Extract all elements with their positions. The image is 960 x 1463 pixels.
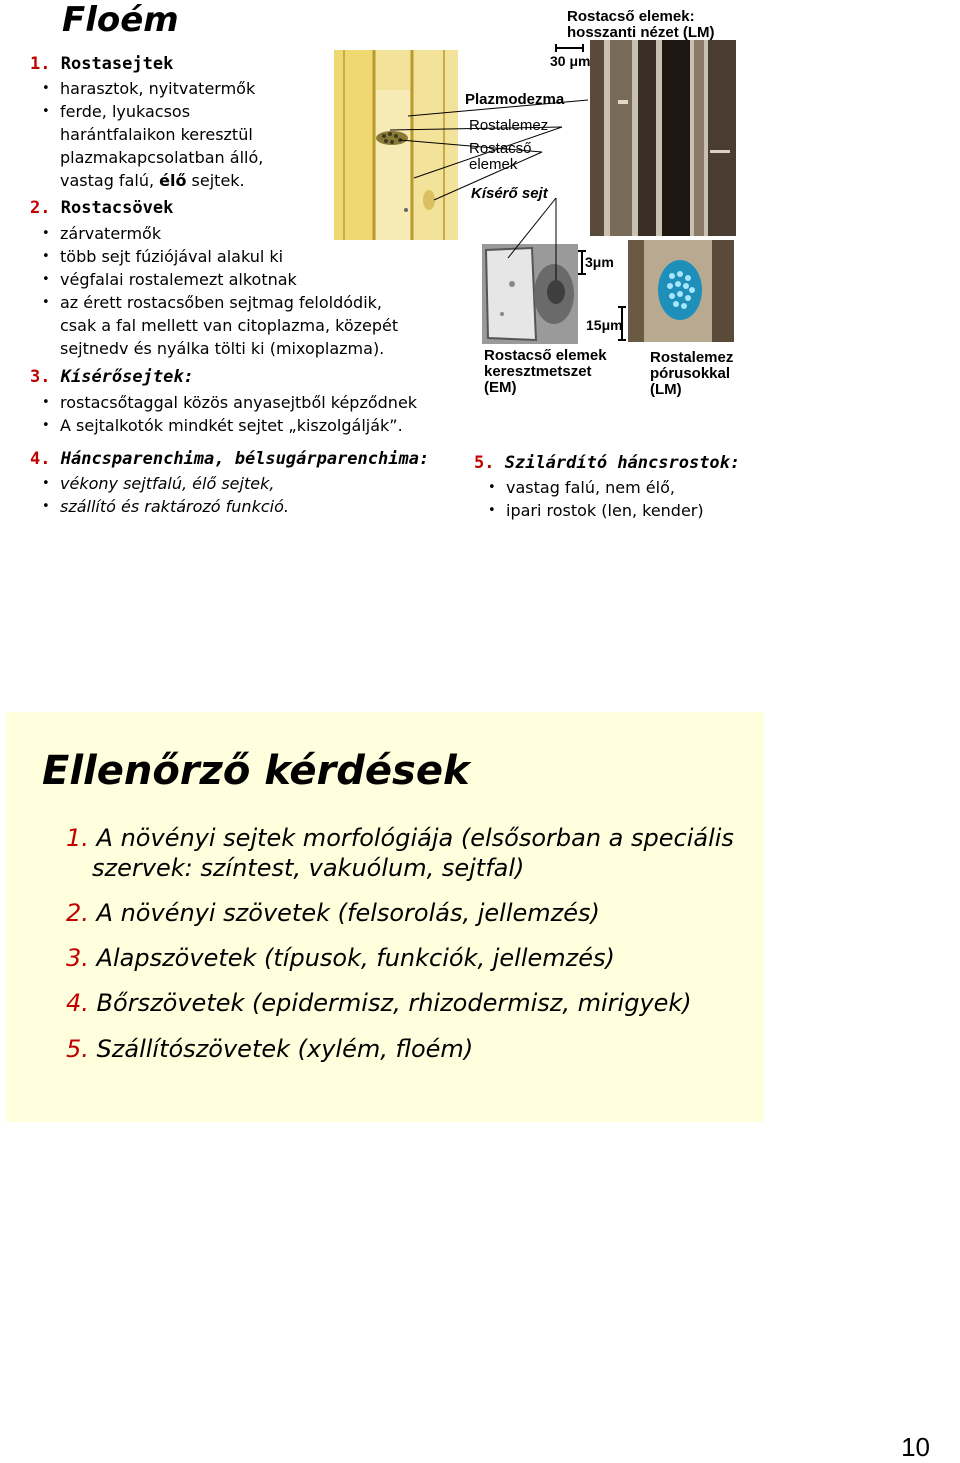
section-2-continuation: sejtnedv és nyálka tölti ki (mixoplazma). <box>60 339 385 358</box>
section-4-item: • vékony sejtfalú, élő sejtek, <box>38 472 458 495</box>
section-3-heading <box>30 367 194 387</box>
section-4-title: Háncsparenchima, bélsugárparenchima: <box>60 449 430 469</box>
label-rostacso-1: Rostacső <box>469 140 532 157</box>
section-1-continuation: harántfalaikon keresztül <box>60 125 253 144</box>
label-plazmodezma: Plazmodezma <box>465 91 565 108</box>
section-1-title: Rostasejtek <box>60 54 174 74</box>
quiz-question-5 <box>66 1034 473 1064</box>
section-2-item: • több sejt fúziójával alakul ki <box>38 245 468 268</box>
sieve-plate-lm-photo <box>628 240 734 342</box>
section-4-item: • szállító és raktározó funkció. <box>38 495 458 518</box>
longitudinal-lm-photo <box>590 40 736 236</box>
section-2-heading <box>30 198 173 218</box>
page-title: Floém <box>62 0 179 40</box>
section-3-item: • A sejtalkotók mindkét sejtet „kiszolgálják”. <box>38 414 478 437</box>
section-2-number: 2. <box>30 198 51 218</box>
section-1-continuation: plazmakapcsolatban álló, <box>60 148 264 167</box>
quiz-question-2 <box>66 898 600 928</box>
quiz-question-text: Szállítószövetek (xylém, floém) <box>96 1035 474 1063</box>
quiz-question-1 <box>66 823 734 853</box>
quiz-question-3 <box>66 943 615 973</box>
section-3-number: 3. <box>30 367 51 387</box>
section-1-last-line: vastag falú, élő sejtek. <box>60 171 245 190</box>
section-4-number: 4. <box>30 449 51 469</box>
figure-caption-top-1: Rostacső elemek: <box>567 8 695 25</box>
page-number: 10 <box>901 1432 930 1462</box>
section-1-item: • harasztok, nyitvatermők <box>38 77 458 100</box>
lm-caption-3: (LM) <box>650 381 682 398</box>
section-2-continuation: csak a fal mellett van citoplazma, közepét <box>60 316 399 335</box>
em-caption-1: Rostacső elemek <box>484 347 607 364</box>
quiz-question-text: A növényi sejtek morfológiája (elsősorban a speciális <box>96 824 734 852</box>
section-4-heading <box>30 449 429 469</box>
figure-leader-lines <box>330 80 600 280</box>
lm-caption-1: Rostalemez <box>650 349 734 366</box>
quiz-question-number: 1. <box>66 824 89 852</box>
section-3-list <box>38 391 478 437</box>
section-5-number: 5. <box>474 453 495 473</box>
scale-label-15: 15μm <box>586 317 623 333</box>
quiz-question-number: 3. <box>66 944 89 972</box>
scale-label-3: 3μm <box>585 254 614 270</box>
em-caption-2: keresztmetszet <box>484 363 592 380</box>
quiz-question-number: 5. <box>66 1035 89 1063</box>
em-caption-3: (EM) <box>484 379 517 396</box>
section-2-item: • az érett rostacsőben sejtmag feloldódik, <box>38 291 468 314</box>
section-5-heading <box>474 453 740 473</box>
quiz-question-text: Bőrszövetek (epidermisz, rhizodermisz, mirigyek) <box>96 989 692 1017</box>
quiz-question-text: A növényi szövetek (felsorolás, jellemzés) <box>96 899 600 927</box>
section-4-list <box>38 472 458 518</box>
section-2-item: • zárvatermők <box>38 222 468 245</box>
label-rostalemez: Rostalemez <box>469 117 549 134</box>
quiz-question-1-continuation: szervek: színtest, vakuólum, sejtfal) <box>92 854 525 882</box>
quiz-question-number: 4. <box>66 989 89 1017</box>
section-5-item: • vastag falú, nem élő, <box>484 476 784 499</box>
section-2-item: • végfalai rostalemezt alkotnak <box>38 268 468 291</box>
label-kisero-sejt: Kísérő sejt <box>471 185 548 202</box>
section-5-list <box>484 476 784 522</box>
section-1-heading <box>30 54 173 74</box>
section-1-number: 1. <box>30 54 51 74</box>
scale-label-30: 30 μm <box>550 53 591 69</box>
section-5-item: • ipari rostok (len, kender) <box>484 499 784 522</box>
scale-bar-30 <box>555 44 585 52</box>
quiz-question-4 <box>66 988 692 1018</box>
section-2-title: Rostacsövek <box>60 198 174 218</box>
section-3-item: • rostacsőtaggal közös anyasejtből képződnek <box>38 391 478 414</box>
label-rostacso-2: elemek <box>469 156 518 173</box>
quiz-question-text: Alapszövetek (típusok, funkciók, jellemzés) <box>96 944 615 972</box>
quiz-question-number: 2. <box>66 899 89 927</box>
section-3-title: Kísérősejtek: <box>60 367 194 387</box>
figure-caption-top-2: hosszanti nézet (LM) <box>567 24 715 41</box>
lm-caption-2: pórusokkal <box>650 365 731 382</box>
section-5-title: Szilárdító háncsrostok: <box>504 453 741 473</box>
quiz-title: Ellenőrző kérdések <box>42 748 470 794</box>
section-1-item: • ferde, lyukacsos <box>38 100 458 123</box>
